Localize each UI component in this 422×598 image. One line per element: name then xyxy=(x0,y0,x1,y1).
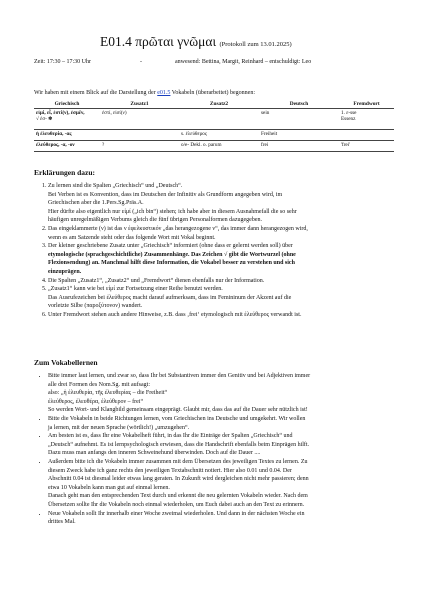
title-text: E01.4 πρῶται γνῶμαι xyxy=(100,34,217,49)
item-line: 6. Unter Fremdwort stehen auch andere Hinweise, z.B. dass ‚frei‘ etymologisch mit ἐλεύθερος verwandt ist. xyxy=(48,311,302,318)
vocab-learning-list xyxy=(34,372,408,527)
list-item xyxy=(48,510,408,527)
intro-text xyxy=(34,90,255,96)
meeting-time: Zeit: 17:30 – 17:30 Uhr xyxy=(34,59,91,65)
table-row xyxy=(34,141,394,152)
table-row xyxy=(34,130,394,141)
list-item xyxy=(48,311,408,320)
list-item xyxy=(48,277,408,286)
item-line: 1. Zu lernen sind die Spalten „Griechisch“ und „Deutsch“. xyxy=(48,183,183,189)
cell-zusatz2: s. ἐλεύθερος xyxy=(179,130,259,141)
cell-griechisch xyxy=(34,109,100,130)
cell-zusatz2 xyxy=(179,109,259,130)
item-line: etwa 10 Vokabeln kann man gut auf einmal lernen. xyxy=(48,484,170,491)
col-zusatz2: Zusatz2 xyxy=(179,100,259,109)
item-line: alle drei Formen des Nom.Sg. mit aufsagt: xyxy=(48,381,150,388)
item-line: Übersetzen sollte Ihr die Vokabeln noch einmal wiederholen, um Euch dabei auch an den Text zu erinnern. xyxy=(48,501,305,508)
item-line: „Deutsch“ aufnehmt. Es ist lernpsychologisch erwiesen, dass die Handschrift ebenfalls beim Einprägen hilft. xyxy=(48,441,310,448)
cell-griechisch: ἐλεύθερος, -α, -ον xyxy=(34,141,100,152)
cell-deutsch: frei xyxy=(259,141,339,152)
item-line: Das Ausrufezeichen bei ἐλεύθερος macht darauf aufmerksam, dass im Femininum der Akzent auf die xyxy=(48,294,292,301)
list-item xyxy=(48,372,408,415)
table-row xyxy=(34,109,394,130)
item-line: Dazu muss man anfangs den inneren Schweinehund überwinden. Doch auf die Dauer .... xyxy=(48,450,261,457)
list-item xyxy=(48,458,408,510)
item-line: Griechischen aber die 1.Pers.Sg.Präs.A. xyxy=(48,200,144,207)
item-line: 5. „Zusatz1“ kann wie bei εἰμί zur Fortsetzung einer Reihe benutzt werden. xyxy=(48,286,223,293)
item-line: Danach geht man den entsprechenden Text durch und erkennt die neu gelernten Vokabeln wieder. Nach dem xyxy=(48,493,308,500)
item-line: häufigen unregelmäßigen Verbums gleich die fünf übrigen Personalformen dazugegeben. xyxy=(48,217,262,224)
item-line: drittes Mal. xyxy=(48,519,76,526)
vocab-table-header xyxy=(34,100,394,109)
cell-zusatz1: ? xyxy=(100,141,179,152)
col-deutsch: Deutsch xyxy=(259,100,339,109)
item-line: ἐλεύθερος, ἐλευθέρα, ἐλεύθερον – frei“ xyxy=(48,398,144,405)
item-line: vorletzte Silbe (παροξύτονον) wandert. xyxy=(48,303,143,310)
section-heading-explanations: Erklärungen dazu: xyxy=(34,168,96,177)
cell-fremdwort xyxy=(339,109,394,130)
greek-word: εἰμί, εἶ, ἐστί(ν), ἐσμέν, xyxy=(36,110,85,116)
list-item xyxy=(48,182,408,225)
item-line: • Bitte immer laut lernen, und zwar so, dass Ihr bei Substantiven immer den Genitiv und bei Adjektiven immer xyxy=(48,373,311,379)
cell-deutsch: Freiheit xyxy=(259,130,339,141)
item-line: 4. Die Spalten „Zusatz1“, „Zusatz2“ und „Fremdwort“ dienen ebenfalls nur der Information. xyxy=(48,277,265,284)
attendees: anwesend: Bettina, Margit, Reinhard – entschuldigt: Leo xyxy=(175,59,312,65)
section-heading-vocab-learning: Zum Vokabellernen xyxy=(34,358,98,367)
cell-fremdwort: 'frei' xyxy=(339,141,394,152)
explanations-list xyxy=(34,182,408,320)
intro-before: Wir haben mit einem Blick auf die Darstellung der xyxy=(34,90,158,96)
col-fremdwort: Fremdwort xyxy=(339,100,394,109)
item-line: 2. Das eingeklammerte (ν) ist das ν ἐφελκυστικόν „das herangezogene ν“, das immer dann herangezogen wird, xyxy=(48,225,308,232)
col-griechisch: Griechisch xyxy=(34,100,100,109)
list-item xyxy=(48,285,408,311)
item-line: wenn es am Satzende steht oder das folgende Wort mit Vokal beginnt. xyxy=(48,234,216,241)
cell-zusatz2: o/e- Dekl. o. parum xyxy=(179,141,259,152)
list-item xyxy=(48,242,408,276)
vocab-link[interactable]: e01.5 xyxy=(157,90,171,96)
item-line: • Neue Vokabeln sollt Ihr innerhalb einer Woche zweimal wiederholen. Und dann in der nächsten Woche ein xyxy=(48,510,305,517)
fremdwort-text-2: Essenz xyxy=(341,116,356,122)
intro-after: Vokabeln (überarbeitet) begonnen: xyxy=(170,90,255,96)
greek-root: √ ἐσ- ✽ xyxy=(36,116,53,122)
item-line: Flexionsendung) an. Manchmal hilft diese Information, die Vokabel besser zu verstehen und sich xyxy=(48,260,295,267)
item-line: ja lernen, mit der neuen Sprache (wörtlich!) „umzugehen“. xyxy=(48,424,190,431)
cell-deutsch: sein xyxy=(259,109,339,130)
item-line: einzuprägen. xyxy=(48,268,82,275)
item-line: diesem Zweck habe ich ganz rechts den jeweiligen Textabschnitt notiert. Hier also 0.01 und 0.04. Der xyxy=(48,467,292,474)
list-item xyxy=(48,415,408,432)
cell-griechisch: ἡ ἐλευθερία, -ας xyxy=(34,130,100,141)
item-line: 3. Der kleiner geschriebene Zusatz unter „Griechisch“ informiert (ohne dass er gelernt werden soll) über xyxy=(48,243,293,250)
item-line: Abschnitt 0.04 ist diesmal leider etwas lang geraten. In Zukunft wird dergleichen nicht mehr passieren; denn xyxy=(48,476,309,483)
item-line: So werden Wort- und Klangbild gemeinsam eingeprägt. Glaubt mir, dass das auf die Dauer sehr nützlich ist! xyxy=(48,407,308,414)
col-zusatz1: Zusatz1 xyxy=(100,100,179,109)
item-line: • Am besten ist es, dass Ihr eine Vokabelheft führt, in das Ihr die Einträge der Spalten „Griechisch“ und xyxy=(48,433,293,440)
item-line: etymologische (sprachgeschichtliche) Zusammenhänge. Das Zeichen √ gibt die Wortwurzel (ohne xyxy=(48,251,296,258)
list-item xyxy=(48,432,408,458)
page-title xyxy=(100,34,420,50)
item-line: • Bitte die Vokabeln in beide Richtungen lernen, vom Griechischen ins Deutsche und umgekehrt. Wir wollen xyxy=(48,415,306,422)
item-line: • Außerdem bitte ich die Vokabeln immer zusammen mit dem Übersetzen des jeweiligen Textes zu lernen. Zu xyxy=(48,458,308,465)
cell-zusatz1 xyxy=(100,130,179,141)
fremdwort-text: 1. ε-sse xyxy=(341,110,357,116)
list-item xyxy=(48,225,408,242)
item-line: Bei Verben ist es Konvention, dass im Deutschen der Infinitiv als Grundform angegeben wird, im xyxy=(48,191,283,198)
vocab-table xyxy=(34,100,394,152)
item-line: also: „ἡ ἐλευθερία, τῆς ἐλευθερίας – die Freiheit“ xyxy=(48,390,168,397)
item-line: Hier dürfte also eigentlich nur εἰμί („ich bin“) stehen; ich habe aber in diesem Ausnahmefall die so sehr xyxy=(48,208,297,215)
cell-zusatz1: ἐστί, εἰσί(ν) xyxy=(100,109,179,130)
meta-separator: - xyxy=(140,59,142,65)
cell-fremdwort xyxy=(339,130,394,141)
title-subtitle: (Protokoll zum 13.01.2025) xyxy=(219,41,292,48)
